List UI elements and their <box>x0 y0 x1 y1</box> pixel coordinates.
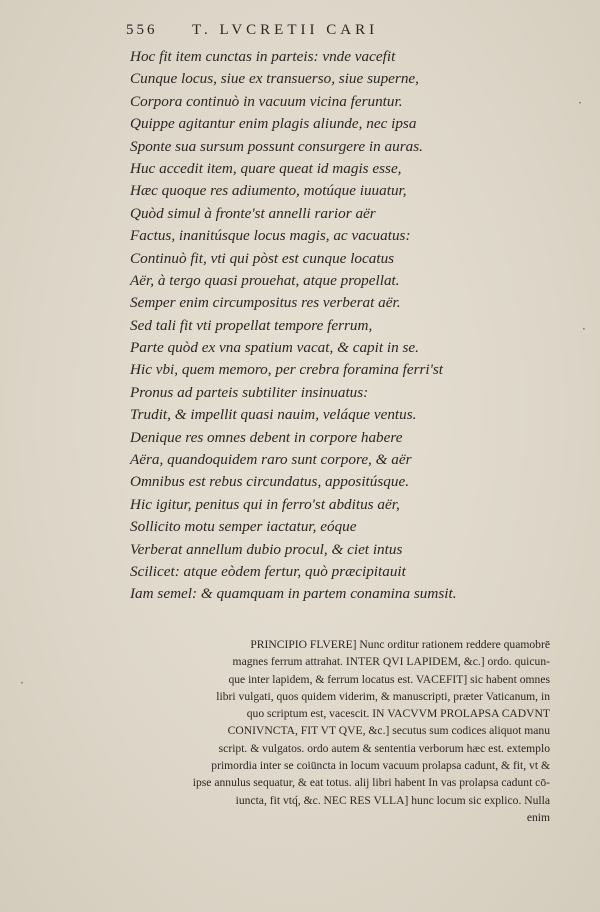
commentary-line: quo scriptum est, vacescit. IN VACVVM PROLAPSA CADVNT <box>246 707 550 721</box>
verse-line: Aëra, quandoquidem raro sunt corpore, & aër <box>130 451 412 469</box>
commentary-block <box>130 636 550 826</box>
verse-line: Quòd simul à fronte'st annelli rarior aër <box>130 204 376 222</box>
running-title: T. LVCRETII CARI <box>192 22 379 38</box>
commentary-line: iuncta, fit vtq́, &c. NEC RES VLLA] hunc locum sic explico. Nulla <box>235 793 550 807</box>
verse-line: Hæc quoque res adiumento, motúque iuuatur, <box>130 182 407 200</box>
verse-line: Sed tali fit vti propellat tempore ferrum, <box>130 316 373 334</box>
verse-line: Hoc fit item cunctas in parteis: vnde vacefit <box>130 48 396 65</box>
margin-mark: · <box>578 96 582 110</box>
running-header <box>126 22 456 44</box>
verse-line: Aër, à tergo quasi prouehat, atque propellat. <box>130 271 400 289</box>
verse-line: Denique res omnes debent in corpore habere <box>130 428 403 446</box>
verse-line: Parte quòd ex vna spatium vacat, & capit in se. <box>130 339 419 357</box>
commentary-line: script. & vulgatos. ordo autem & sententia verborum hæc est. extemplo <box>218 741 550 755</box>
commentary-line: que inter lapidem, & ferrum locatus est. VACEFIT] sic habent omnes <box>228 672 550 686</box>
verse-line: Corpora continuò in vacuum vicina feruntur. <box>130 92 403 110</box>
commentary-line: PRINCIPIO FLVERE] Nunc orditur rationem reddere quamobrē <box>250 638 550 651</box>
commentary-line: enim <box>526 810 550 824</box>
verse-line: Quippe agitantur enim plagis aliunde, nec ipsa <box>130 115 417 133</box>
verse-line: Factus, inanitúsque locus magis, ac vacuatus: <box>130 227 411 245</box>
verse-line: Verberat annellum dubio procul, & ciet intus <box>130 540 403 558</box>
page-number: 556 <box>126 22 158 38</box>
verse-line: Omnibus est rebus circundatus, appositúsque. <box>130 473 409 491</box>
margin-mark: · <box>20 676 24 690</box>
commentary-line: magnes ferrum attrahat. INTER QVI LAPIDEM, &c.] ordo. quicun- <box>232 655 550 669</box>
verse-line: Continuò fit, vti qui pòst est cunque locatus <box>130 249 395 267</box>
margin-mark: · <box>582 322 586 336</box>
commentary-line: libri vulgati, quos quidem viderim, & manuscripti, præter Vaticanum, in <box>216 689 550 703</box>
verse-line: Cunque locus, siue ex transuerso, siue superne, <box>130 70 419 88</box>
verse-line: Hic vbi, quem memoro, per crebra foramina ferri'st <box>130 361 444 379</box>
verse-line: Sollicito motu semper iactatur, eóque <box>130 518 357 536</box>
commentary-line: ipse annulus sequatur, & eat totus. alij libri habent In vas prolapsa cadunt cō- <box>192 776 550 790</box>
verse-line: Scilicet: atque eòdem fertur, quò præcipitauit <box>130 562 406 580</box>
verse-line: Iam semel: & quamquam in partem conamina sumsit. <box>130 585 457 603</box>
verse-line: Hic igitur, penitus qui in ferro'st abditus aër, <box>130 495 400 513</box>
verse-block <box>130 46 550 606</box>
verse-line: Trudit, & impellit quasi nauim, veláque ventus. <box>130 406 417 424</box>
verse-line: Semper enim circumpositus res verberat aër. <box>130 294 401 312</box>
commentary-line: primordia inter se coiūncta in locum vacuum prolapsa cadunt, & fit, vt & <box>211 759 550 773</box>
verse-line: Huc accedit item, quare queat id magis esse, <box>130 159 402 177</box>
verse-line: Pronus ad parteis subtiliter insinuatus: <box>130 383 369 401</box>
commentary-line: CONIVNCTA, FIT VT QVE, &c.] secutus sum codices aliquot manu <box>227 724 550 738</box>
verse-line: Sponte sua sursum possunt consurgere in auras. <box>130 137 423 155</box>
